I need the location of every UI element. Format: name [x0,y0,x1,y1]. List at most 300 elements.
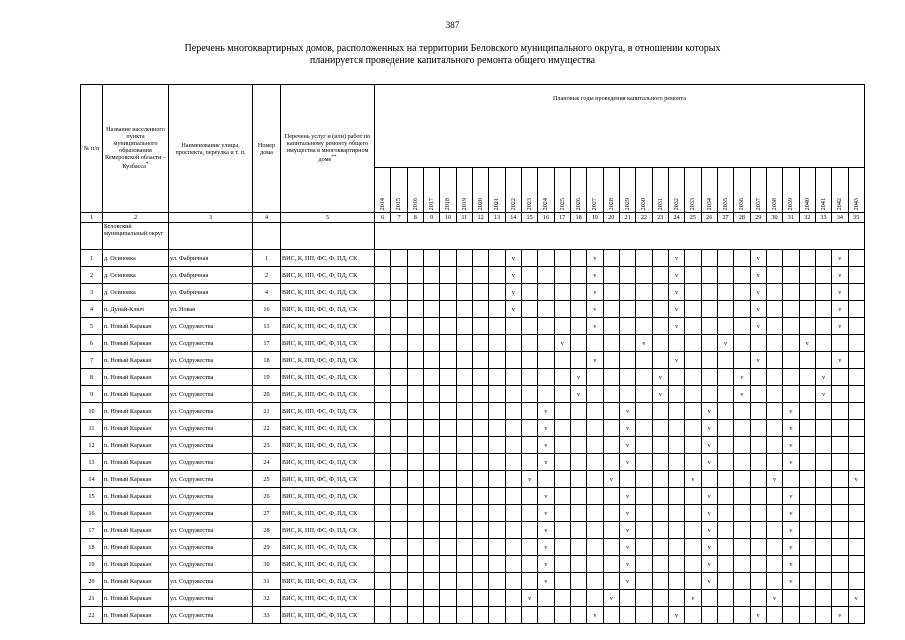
scheduled-mark: v [740,390,744,398]
year-cell-2023 [521,573,537,590]
year-cell-2016 [407,386,423,403]
year-cell-2030 [636,386,652,403]
year-cell-2037 [750,250,766,267]
year-cell-2037 [750,403,766,420]
scheduled-mark: v [675,356,679,364]
column-number: 21 [619,213,635,223]
scheduled-mark: v [707,441,711,449]
year-cell-2031 [652,352,668,369]
year-cell-2014 [375,607,391,624]
year-cell-2038 [766,590,782,607]
year-cell-2043 [848,403,864,420]
year-cell-2024 [538,386,554,403]
row-house: 24 [253,454,281,471]
year-cell-2017 [423,437,439,454]
scheduled-mark: v [838,288,842,296]
year-cell-2030 [636,556,652,573]
year-cell-2024 [538,607,554,624]
scheduled-mark: v [838,271,842,279]
year-cell-2021 [489,369,505,386]
year-cell-2040 [799,301,815,318]
row-locality: п. Новый Каракан [103,590,169,607]
year-cell-2039 [783,437,799,454]
row-number: 15 [81,488,103,505]
year-cell-2014 [375,522,391,539]
year-cell-2041 [815,437,831,454]
year-cell-2018 [440,301,456,318]
scheduled-mark: v [707,543,711,551]
scheduled-mark: v [838,611,842,619]
year-cell-2021 [489,454,505,471]
scheduled-mark: v [707,577,711,585]
year-cell-2023 [521,284,537,301]
year-cell-2039 [783,352,799,369]
year-cell-2037 [750,301,766,318]
row-street: ул. Фабричная [169,267,253,284]
year-cell-2016 [407,403,423,420]
year-cell-2029 [619,488,635,505]
year-cell-2032 [668,522,684,539]
scheduled-mark: v [577,373,581,381]
year-cell-2031 [652,386,668,403]
year-cell-2022 [505,352,521,369]
year-cell-2015 [391,284,407,301]
year-header-2015 [391,168,407,213]
year-cell-2041 [815,471,831,488]
year-cell-2038 [766,539,782,556]
year-cell-2043 [848,335,864,352]
column-number: 33 [815,213,831,223]
column-number: 31 [783,213,799,223]
year-cell-2019 [456,488,472,505]
column-number: 27 [717,213,733,223]
column-number: 29 [750,213,766,223]
year-cell-2020 [472,369,488,386]
year-cell-2022 [505,522,521,539]
scheduled-mark: v [626,492,630,500]
year-cell-2027 [587,488,603,505]
year-label: 2031 [656,197,664,210]
year-cell-2029 [619,352,635,369]
year-cell-2024 [538,539,554,556]
year-cell-2025 [554,335,570,352]
row-number: 16 [81,505,103,522]
year-cell-2020 [472,352,488,369]
year-cell-2036 [734,607,750,624]
year-cell-2027 [587,250,603,267]
year-cell-2039 [783,318,799,335]
year-cell-2021 [489,284,505,301]
year-cell-2039 [783,573,799,590]
year-cell-2017 [423,505,439,522]
scheduled-mark: v [609,475,613,483]
scheduled-mark: v [544,509,548,517]
scheduled-mark: v [789,560,793,568]
year-cell-2017 [423,250,439,267]
scheduled-mark: v [528,594,532,602]
year-cell-2043 [848,522,864,539]
year-header-2033 [685,168,701,213]
year-label: 2036 [738,197,746,210]
year-cell-2017 [423,454,439,471]
year-cell-2026 [570,505,586,522]
year-cell-2027 [587,284,603,301]
header-locality-text: Название населенного пункта муниципального образования Кемеровской области – Кузбасса [104,126,167,171]
row-services: ВИС, К, ПП, ФС, Ф, ПД, СК [281,573,375,590]
year-cell-2023 [521,267,537,284]
year-cell-2028 [603,352,619,369]
year-cell-2019 [456,437,472,454]
year-cell-2037 [750,607,766,624]
year-cell-2043 [848,539,864,556]
year-cell-2042 [832,607,848,624]
page-number: 387 [445,20,460,30]
year-cell-2031 [652,454,668,471]
year-cell-2028 [603,590,619,607]
year-cell-2027 [587,505,603,522]
year-cell-2023 [521,301,537,318]
year-cell-2036 [734,488,750,505]
year-cell-2020 [472,403,488,420]
year-cell-2042 [832,437,848,454]
year-cell-2024 [538,352,554,369]
year-cell-2025 [554,607,570,624]
year-label: 2019 [460,197,468,210]
year-cell-2019 [456,386,472,403]
row-services: ВИС, К, ПП, ФС, Ф, ПД, СК [281,590,375,607]
scheduled-mark: v [789,577,793,585]
year-cell-2014 [375,267,391,284]
scheduled-mark: v [756,305,760,313]
year-cell-2029 [619,573,635,590]
year-cell-2031 [652,437,668,454]
year-cell-2022 [505,284,521,301]
year-header-2020 [472,168,488,213]
year-cell-2032 [668,284,684,301]
year-cell-2040 [799,335,815,352]
year-cell-2041 [815,420,831,437]
year-cell-2025 [554,590,570,607]
year-cell-2031 [652,556,668,573]
year-cell-2042 [832,386,848,403]
column-number: 10 [440,213,456,223]
row-street: ул. Содружества [169,522,253,539]
year-cell-2016 [407,301,423,318]
scheduled-mark: v [658,373,662,381]
year-cell-2030 [636,335,652,352]
scheduled-mark: v [740,373,744,381]
year-cell-2031 [652,301,668,318]
row-locality: п. Дунай-Ключ [103,301,169,318]
year-cell-2033 [685,301,701,318]
year-label: 2016 [411,197,419,210]
scheduled-mark: v [854,475,858,483]
year-cell-2042 [832,250,848,267]
year-cell-2018 [440,573,456,590]
row-locality: п. Новый Каракан [103,318,169,335]
year-cell-2042 [832,471,848,488]
scheduled-mark: v [838,254,842,262]
year-cell-2026 [570,403,586,420]
year-cell-2038 [766,386,782,403]
year-cell-2025 [554,539,570,556]
year-cell-2027 [587,267,603,284]
year-cell-2034 [701,352,717,369]
year-cell-2023 [521,505,537,522]
year-cell-2037 [750,318,766,335]
year-cell-2023 [521,488,537,505]
year-cell-2041 [815,539,831,556]
year-cell-2038 [766,437,782,454]
row-number: 17 [81,522,103,539]
scheduled-mark: v [691,594,695,602]
column-number: 13 [489,213,505,223]
year-cell-2042 [832,539,848,556]
year-cell-2031 [652,471,668,488]
year-cell-2024 [538,437,554,454]
header-years-group: Плановые годы проведения капитального ремонта [375,85,865,168]
year-cell-2040 [799,590,815,607]
year-cell-2023 [521,590,537,607]
year-cell-2025 [554,573,570,590]
table-row [81,437,865,454]
row-services: ВИС, К, ПП, ФС, Ф, ПД, СК [281,454,375,471]
scheduled-mark: v [707,526,711,534]
year-cell-2015 [391,488,407,505]
year-cell-2041 [815,301,831,318]
year-cell-2038 [766,403,782,420]
year-cell-2027 [587,471,603,488]
row-locality: п. Новый Каракан [103,556,169,573]
year-cell-2034 [701,335,717,352]
year-cell-2017 [423,335,439,352]
year-cell-2027 [587,386,603,403]
table-row [81,454,865,471]
year-cell-2023 [521,318,537,335]
housing-register-table [80,84,865,624]
year-cell-2017 [423,420,439,437]
row-street: ул. Содружества [169,403,253,420]
row-locality: п. Новый Каракан [103,505,169,522]
year-cell-2025 [554,267,570,284]
scheduled-mark: v [772,594,777,602]
year-cell-2029 [619,267,635,284]
year-cell-2016 [407,607,423,624]
year-cell-2043 [848,471,864,488]
scheduled-mark: v [821,390,826,398]
column-number: 7 [391,213,407,223]
year-cell-2039 [783,284,799,301]
year-cell-2031 [652,539,668,556]
year-cell-2034 [701,573,717,590]
year-cell-2039 [783,471,799,488]
row-number: 2 [81,267,103,284]
year-cell-2020 [472,386,488,403]
year-cell-2035 [717,556,733,573]
column-number: 34 [832,213,848,223]
year-header-2031 [652,168,668,213]
scheduled-mark: v [838,322,842,330]
scheduled-mark: v [756,254,760,262]
scheduled-mark: v [707,492,711,500]
year-cell-2019 [456,318,472,335]
year-cell-2020 [472,301,488,318]
year-cell-2016 [407,318,423,335]
year-header-2021 [489,168,505,213]
year-header-2019 [456,168,472,213]
year-cell-2018 [440,420,456,437]
row-house: 26 [253,488,281,505]
row-house: 18 [253,352,281,369]
row-number: 5 [81,318,103,335]
year-label: 2042 [836,197,844,210]
year-cell-2015 [391,386,407,403]
year-cell-2024 [538,250,554,267]
year-cell-2016 [407,590,423,607]
title-line-2: планируется проведение капитального ремонта общего имущества [309,55,596,66]
year-cell-2022 [505,267,521,284]
year-cell-2016 [407,471,423,488]
year-cell-2014 [375,556,391,573]
year-cell-2040 [799,522,815,539]
year-cell-2024 [538,301,554,318]
year-cell-2022 [505,556,521,573]
year-header-2028 [603,168,619,213]
row-street: ул. Фабричная [169,250,253,267]
year-cell-2022 [505,488,521,505]
row-house: 21 [253,403,281,420]
year-cell-2029 [619,420,635,437]
year-cell-2027 [587,403,603,420]
year-cell-2038 [766,369,782,386]
year-cell-2042 [832,267,848,284]
row-house: 17 [253,335,281,352]
scheduled-mark: v [626,441,630,449]
year-cell-2042 [832,488,848,505]
year-cell-2016 [407,284,423,301]
year-cell-2040 [799,420,815,437]
column-number-row [81,213,865,223]
year-cell-2019 [456,250,472,267]
row-number: 8 [81,369,103,386]
year-cell-2036 [734,437,750,454]
year-cell-2018 [440,267,456,284]
scheduled-mark: v [772,475,777,483]
year-cell-2025 [554,301,570,318]
year-cell-2035 [717,522,733,539]
year-cell-2033 [685,573,701,590]
year-cell-2016 [407,335,423,352]
year-header-2022 [505,168,521,213]
year-cell-2035 [717,573,733,590]
year-cell-2028 [603,335,619,352]
year-cell-2043 [848,437,864,454]
year-cell-2020 [472,454,488,471]
table-row [81,403,865,420]
year-label: 2014 [379,197,387,210]
year-cell-2016 [407,454,423,471]
year-cell-2037 [750,556,766,573]
year-cell-2020 [472,471,488,488]
year-cell-2018 [440,284,456,301]
row-number: 9 [81,386,103,403]
year-cell-2030 [636,505,652,522]
year-cell-2043 [848,573,864,590]
year-cell-2043 [848,318,864,335]
column-number: 4 [253,213,281,223]
year-cell-2020 [472,488,488,505]
year-cell-2032 [668,352,684,369]
municipality-row [81,223,865,250]
column-number: 9 [423,213,439,223]
year-cell-2034 [701,488,717,505]
year-cell-2030 [636,301,652,318]
year-cell-2043 [848,556,864,573]
year-label: 2041 [820,197,828,210]
year-cell-2038 [766,267,782,284]
year-header-2034 [701,168,717,213]
year-cell-2017 [423,556,439,573]
scheduled-mark: v [707,424,711,432]
year-cell-2032 [668,556,684,573]
year-cell-2026 [570,335,586,352]
year-cell-2038 [766,488,782,505]
table-row [81,386,865,403]
year-cell-2016 [407,352,423,369]
scheduled-mark: v [626,543,630,551]
scheduled-mark: v [511,288,515,296]
year-cell-2015 [391,369,407,386]
year-cell-2022 [505,437,521,454]
year-header-2039 [783,168,799,213]
row-locality: п. Новый Каракан [103,539,169,556]
year-cell-2038 [766,471,782,488]
year-label: 2032 [673,197,681,210]
row-number: 12 [81,437,103,454]
year-cell-2023 [521,539,537,556]
year-cell-2015 [391,522,407,539]
year-cell-2027 [587,318,603,335]
row-number: 10 [81,403,103,420]
year-cell-2030 [636,369,652,386]
year-cell-2034 [701,250,717,267]
column-number: 22 [636,213,652,223]
year-cell-2025 [554,454,570,471]
year-cell-2039 [783,250,799,267]
year-cell-2017 [423,267,439,284]
year-cell-2016 [407,556,423,573]
year-cell-2014 [375,369,391,386]
scheduled-mark: v [707,407,711,415]
row-street: ул. Содружества [169,335,253,352]
year-cell-2018 [440,335,456,352]
year-cell-2027 [587,437,603,454]
year-cell-2029 [619,471,635,488]
row-number: 19 [81,556,103,573]
scheduled-mark: v [675,271,679,279]
year-cell-2035 [717,352,733,369]
year-cell-2022 [505,471,521,488]
year-cell-2028 [603,437,619,454]
year-cell-2015 [391,335,407,352]
row-services: ВИС, К, ПП, ФС, Ф, ПД, СК [281,437,375,454]
year-cell-2040 [799,403,815,420]
year-cell-2030 [636,522,652,539]
scheduled-mark: v [511,271,515,279]
year-cell-2023 [521,369,537,386]
year-cell-2042 [832,454,848,471]
year-cell-2034 [701,369,717,386]
